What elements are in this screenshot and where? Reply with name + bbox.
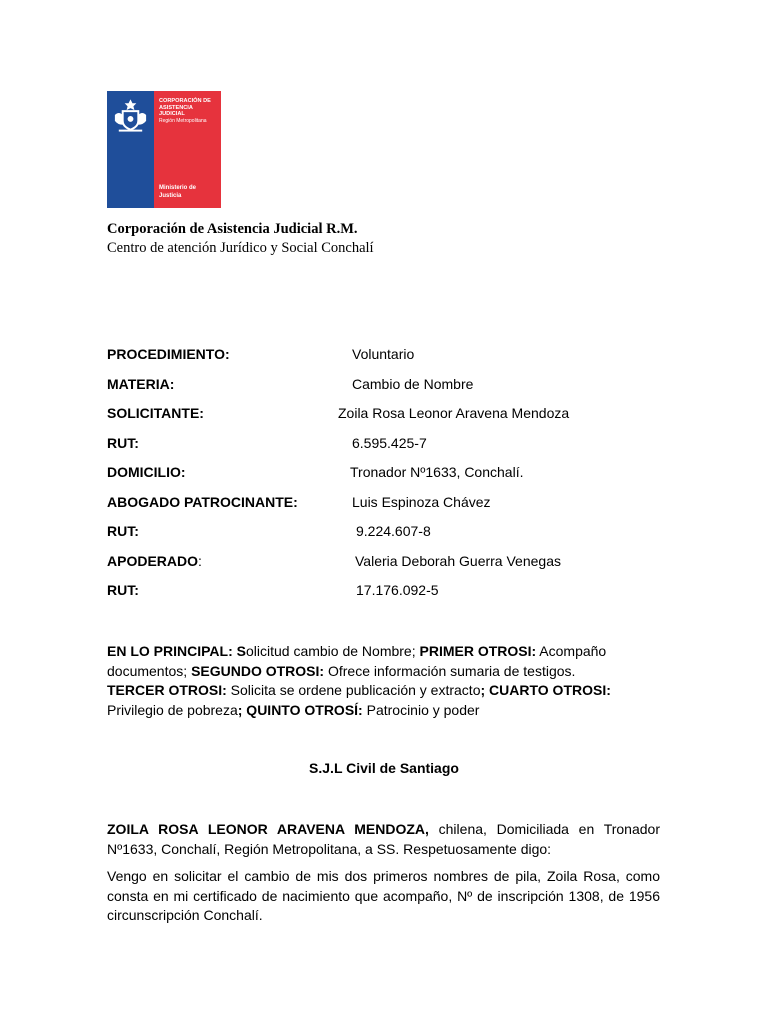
field-value: Valeria Deborah Guerra Venegas bbox=[355, 552, 561, 569]
field-apoderado bbox=[107, 553, 667, 583]
field-value: 9.224.607-8 bbox=[356, 523, 431, 539]
logo-line-1: CORPORACIÓN DE bbox=[159, 98, 211, 104]
tercer-otrosi-text: Solicita se ordene publicación y extracto bbox=[226, 682, 481, 698]
field-label: PROCEDIMIENTO: bbox=[107, 346, 230, 362]
petitioner-name: ZOILA ROSA LEONOR ARAVENA MENDOZA, bbox=[107, 821, 429, 837]
logo-ministry bbox=[159, 184, 221, 200]
field-value: Luis Espinoza Chávez bbox=[352, 493, 491, 510]
court-heading: S.J.L Civil de Santiago bbox=[309, 760, 459, 776]
otrosi-summary bbox=[107, 642, 662, 720]
logo-ministry-line-2: Justicia bbox=[159, 193, 182, 199]
field-materia bbox=[107, 376, 667, 406]
segundo-otrosi-label: SEGUNDO OTROSI: bbox=[191, 662, 325, 679]
field-procedimiento bbox=[107, 346, 667, 376]
organization-name: Corporación de Asistencia Judicial R.M. bbox=[107, 221, 358, 237]
field-abogado bbox=[107, 494, 667, 524]
tercer-otrosi-label: TERCER OTROSI: bbox=[107, 682, 227, 698]
field-label: SOLICITANTE: bbox=[107, 405, 204, 421]
field-label bbox=[107, 553, 202, 569]
body-paragraph-2: Vengo en solicitar el cambio de mis dos primeros nombres de pila, Zoila Rosa, como consta en mi certificado de nacimiento que acompaño, Nº de inscripción 1308, de 1956 circunscripción Conchalí. bbox=[107, 868, 660, 923]
logo-line-3: JUDICIAL bbox=[159, 111, 185, 118]
field-label-text: APODERADO bbox=[107, 552, 199, 569]
cuarto-otrosi-text: Privilegio de pobreza bbox=[107, 701, 238, 718]
paragraph-text: chilena, Domiciliada en Tronador Nº1633, Conchalí, Región Metropolitana, a SS. Respetuosamente digo: bbox=[107, 821, 660, 857]
quinto-otrosi-label: ; QUINTO OTROSÍ: bbox=[237, 701, 363, 718]
organization-header bbox=[107, 220, 374, 258]
field-domicilio bbox=[107, 464, 667, 494]
cuarto-otrosi-label: ; CUARTO OTROSI: bbox=[480, 682, 611, 698]
principal-label: EN LO PRINCIPAL: S bbox=[107, 643, 246, 659]
field-rut-solicitante bbox=[107, 435, 667, 465]
field-value: Voluntario bbox=[352, 346, 415, 362]
field-label: RUT: bbox=[107, 523, 139, 539]
field-label: DOMICILIO: bbox=[107, 464, 186, 480]
case-fields bbox=[107, 346, 667, 612]
field-rut-abogado bbox=[107, 523, 667, 553]
field-label: ABOGADO PATROCINANTE: bbox=[107, 493, 298, 510]
center-name: Centro de atención Jurídico y Social Conchalí bbox=[107, 240, 374, 256]
logo-ministry-line-1: Ministerio de bbox=[159, 185, 197, 191]
field-label: RUT: bbox=[107, 434, 139, 451]
logo-region: Región Metropolitana bbox=[159, 117, 207, 124]
logo-title bbox=[159, 98, 221, 124]
institution-logo bbox=[107, 91, 221, 208]
coat-of-arms-icon bbox=[111, 95, 150, 135]
field-value: Zoila Rosa Leonor Aravena Mendoza bbox=[338, 405, 570, 421]
logo-line-2: ASISTENCIA bbox=[159, 104, 193, 111]
field-label: MATERIA: bbox=[107, 375, 175, 392]
field-value: 17.176.092-5 bbox=[356, 582, 439, 598]
quinto-otrosi-text: Patrocinio y poder bbox=[362, 701, 480, 718]
field-value: Cambio de Nombre bbox=[352, 375, 474, 392]
field-value: 6.595.425-7 bbox=[352, 434, 427, 451]
segundo-otrosi-text: Ofrece información sumaria de testigos. bbox=[324, 662, 576, 679]
body-paragraph-1 bbox=[107, 820, 660, 859]
field-solicitante bbox=[107, 405, 667, 435]
principal-text: olicitud cambio de Nombre; bbox=[245, 643, 420, 659]
field-label: RUT: bbox=[107, 582, 139, 598]
logo-blue-panel bbox=[107, 91, 154, 208]
field-label-colon: : bbox=[198, 552, 202, 569]
primer-otrosi-text: Acompaño documentos; bbox=[107, 643, 607, 679]
field-value: Tronador Nº1633, Conchalí. bbox=[350, 464, 524, 480]
primer-otrosi-label: PRIMER OTROSI: bbox=[419, 643, 537, 659]
field-rut-apoderado bbox=[107, 582, 667, 612]
